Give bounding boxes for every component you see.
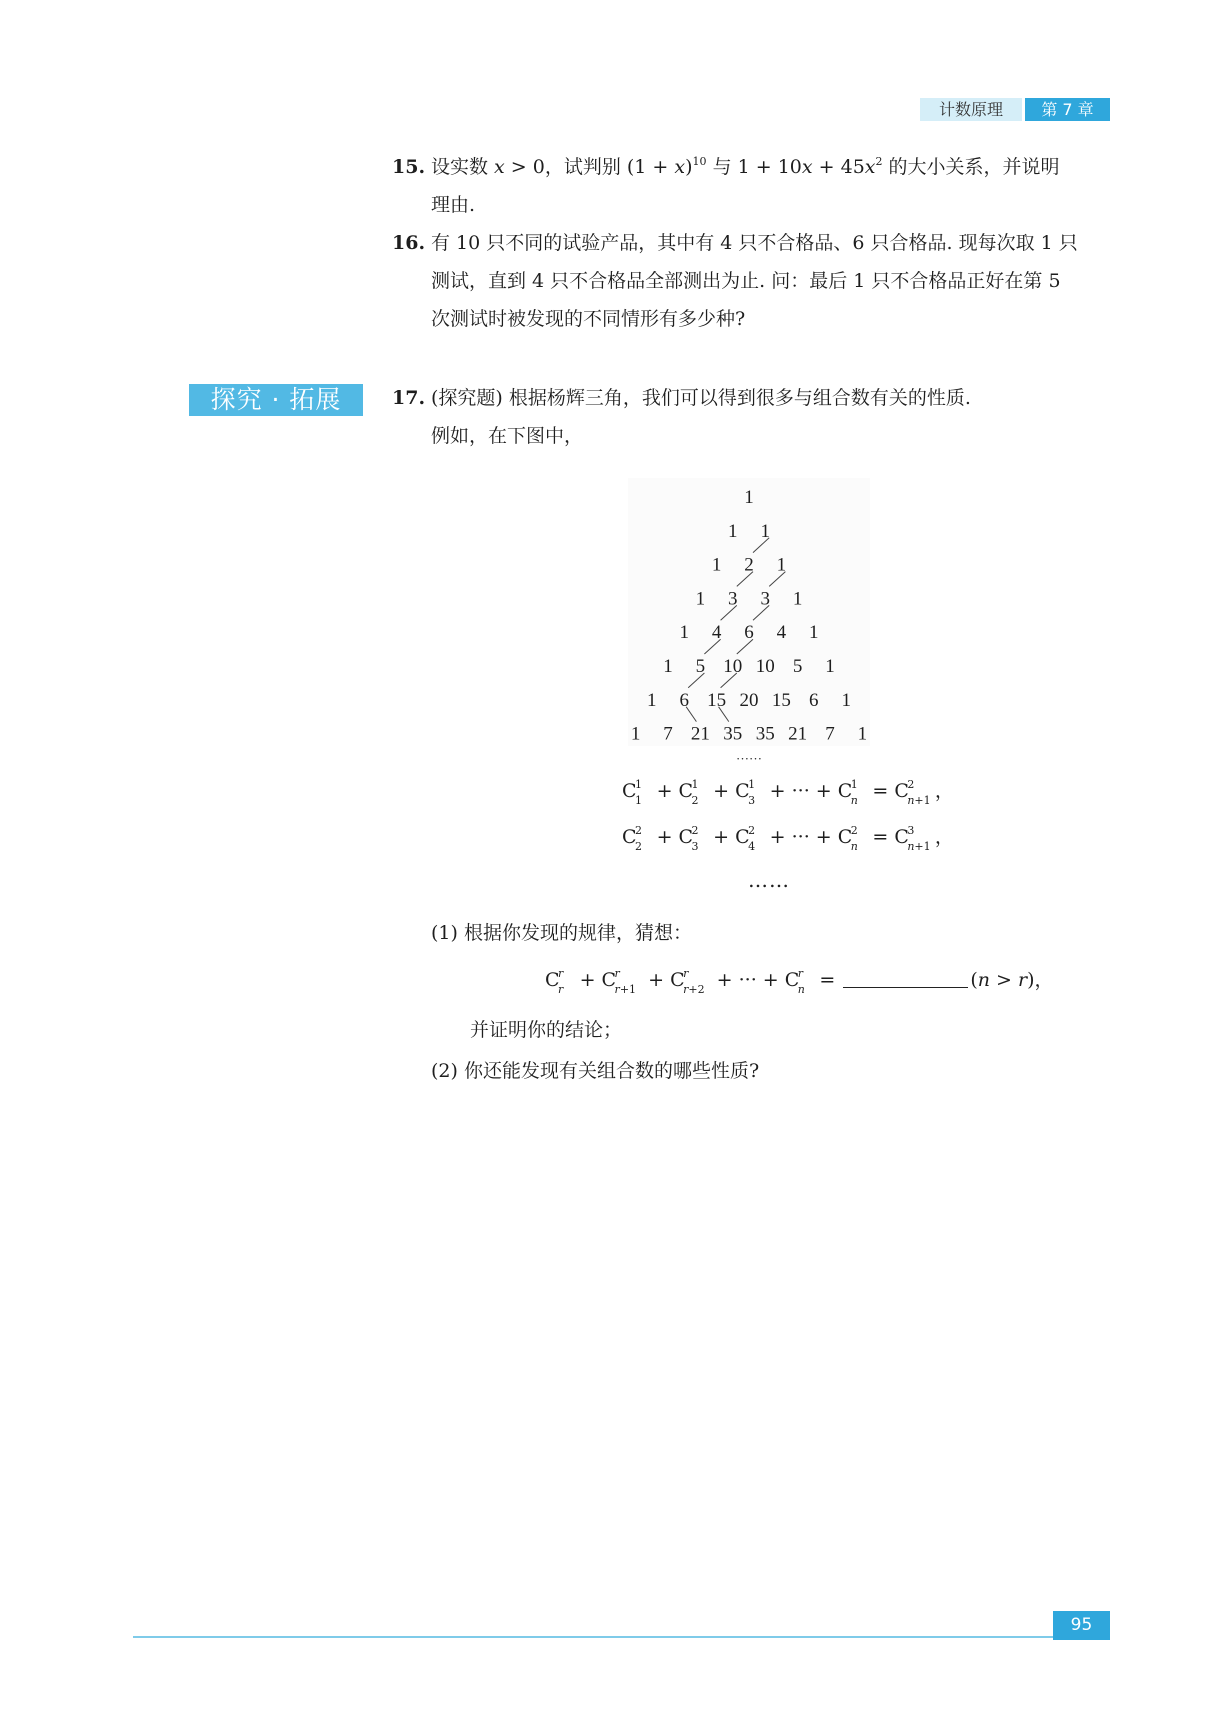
question-1-label: (1) 根据你发现的规律，猜想： xyxy=(431,922,692,944)
combination-term: C 2 3 xyxy=(678,824,699,853)
combination-term: C 1 2 xyxy=(678,778,699,807)
answer-blank[interactable] xyxy=(843,969,968,988)
combination-term: C 1 n xyxy=(837,778,858,807)
triangle-entry: 35 xyxy=(755,723,775,745)
header-chapter-tab: 第 7 章 xyxy=(1025,98,1110,121)
triangle-entry: 6 xyxy=(809,689,819,711)
triangle-entry: 5 xyxy=(792,656,803,677)
problem-16-line-2: 测试，直到 4 只不合格品全部测出为止. 问：最后 1 只不合格品正好在第 5 xyxy=(431,270,1061,292)
combination-term: C 1 3 xyxy=(735,778,756,807)
problem-17-number: 17. xyxy=(392,387,426,409)
triangle-entry: 1 xyxy=(744,487,754,508)
triangle-entry: 1 xyxy=(663,656,673,677)
triangle-entry: 6 xyxy=(744,622,754,644)
problem-16-number: 16. xyxy=(392,232,426,254)
question-1-tail: 并证明你的结论； xyxy=(470,1019,623,1041)
problem-15-line-1: 设实数 x > 0，试判别 $(1 + x)^{10}$ 与 $1 + 10x + 45x^2$ 的大小关系，并说明 xyxy=(431,155,1060,178)
problem-16-line-3: 次测试时被发现的不同情形有多少种? xyxy=(431,308,746,330)
combination-term: C r r xyxy=(545,967,564,996)
triangle-entry: 15 xyxy=(707,689,727,711)
triangle-entry: 1 xyxy=(809,622,819,644)
triangle-ellipsis: …… xyxy=(736,747,762,763)
triangle-entry: 5 xyxy=(695,656,706,677)
triangle-entry: 1 xyxy=(857,723,868,745)
triangle-entry: 35 xyxy=(723,723,743,745)
triangle-entry: 4 xyxy=(776,622,787,644)
triangle-entry: 7 xyxy=(663,723,673,745)
triangle-entry: 3 xyxy=(760,588,770,610)
combination-term: C 3 n+1 xyxy=(894,824,931,853)
problem-16-line-1: 有 10 只不同的试验产品，其中有 4 只不合格品、6 只合格品. 现每次取 1 只 xyxy=(431,232,1078,254)
triangle-entry: 1 xyxy=(825,656,835,677)
formula-ellipsis: …… xyxy=(748,868,790,892)
combination-term: C 2 n+1 xyxy=(894,778,931,807)
triangle-entry: 10 xyxy=(755,656,775,677)
triangle-entry: 1 xyxy=(728,520,738,542)
combination-term: C r r+2 xyxy=(670,967,705,996)
triangle-entry: 1 xyxy=(711,554,722,576)
triangle-entry: 1 xyxy=(841,689,851,711)
triangle-entry: 1 xyxy=(630,723,641,745)
triangle-entry: 2 xyxy=(744,554,754,576)
combination-term: C 1 1 xyxy=(622,778,642,807)
header-section-title: 计数原理 xyxy=(920,98,1022,121)
triangle-entry: 4 xyxy=(711,622,722,644)
triangle-entry: 3 xyxy=(728,588,738,610)
triangle-entry: 1 xyxy=(695,588,706,610)
triangle-entry: 10 xyxy=(723,656,743,677)
triangle-entry: 21 xyxy=(690,723,710,745)
triangle-entry: 1 xyxy=(679,622,689,644)
problem-17-line-2: 例如，在下图中， xyxy=(431,425,584,447)
triangle-entry: 7 xyxy=(825,723,835,745)
footer-rule xyxy=(133,1636,1053,1638)
triangle-entry: 21 xyxy=(788,723,808,745)
triangle-entry: 20 xyxy=(739,689,759,711)
conjecture-condition: (n > r)， xyxy=(970,969,1054,991)
combination-term: C r n xyxy=(784,967,805,996)
triangle-entry: 6 xyxy=(679,689,689,711)
triangle-entry: 15 xyxy=(771,689,791,711)
explore-extend-tag: 探究 · 拓展 xyxy=(189,384,363,416)
problem-17-line-1: (探究题) 根据杨辉三角，我们可以得到很多与组合数有关的性质. xyxy=(431,387,971,409)
question-2: (2) 你还能发现有关组合数的哪些性质? xyxy=(431,1060,760,1082)
problem-15-number: 15. xyxy=(392,156,426,178)
problem-15-line-2: 理由. xyxy=(431,194,476,216)
triangle-entry: 1 xyxy=(647,689,657,711)
combination-term: C 2 4 xyxy=(735,824,756,853)
combination-term: C 2 2 xyxy=(622,824,642,853)
triangle-entry: 1 xyxy=(792,588,803,610)
page-number: 95 xyxy=(1053,1611,1110,1640)
combination-term: C 2 n xyxy=(837,824,858,853)
combination-term: C r r+1 xyxy=(601,967,637,996)
triangle-entry: 1 xyxy=(776,554,787,576)
triangle-entry: 1 xyxy=(760,520,770,542)
conjecture-formula: C r r + C r r+1 + C r r+2 + ··· + C r n = (n > r)， xyxy=(545,967,1054,996)
formula-row-2: C 2 2 + C 2 3 + C 2 4 + ··· + C 2 n = C 3 n+1 ， xyxy=(622,824,954,853)
formula-row-1: C 1 1 + C 1 2 + C 1 3 + ··· + C 1 n = C 2 n+1 ， xyxy=(622,778,954,807)
yang-hui-triangle xyxy=(628,478,870,763)
